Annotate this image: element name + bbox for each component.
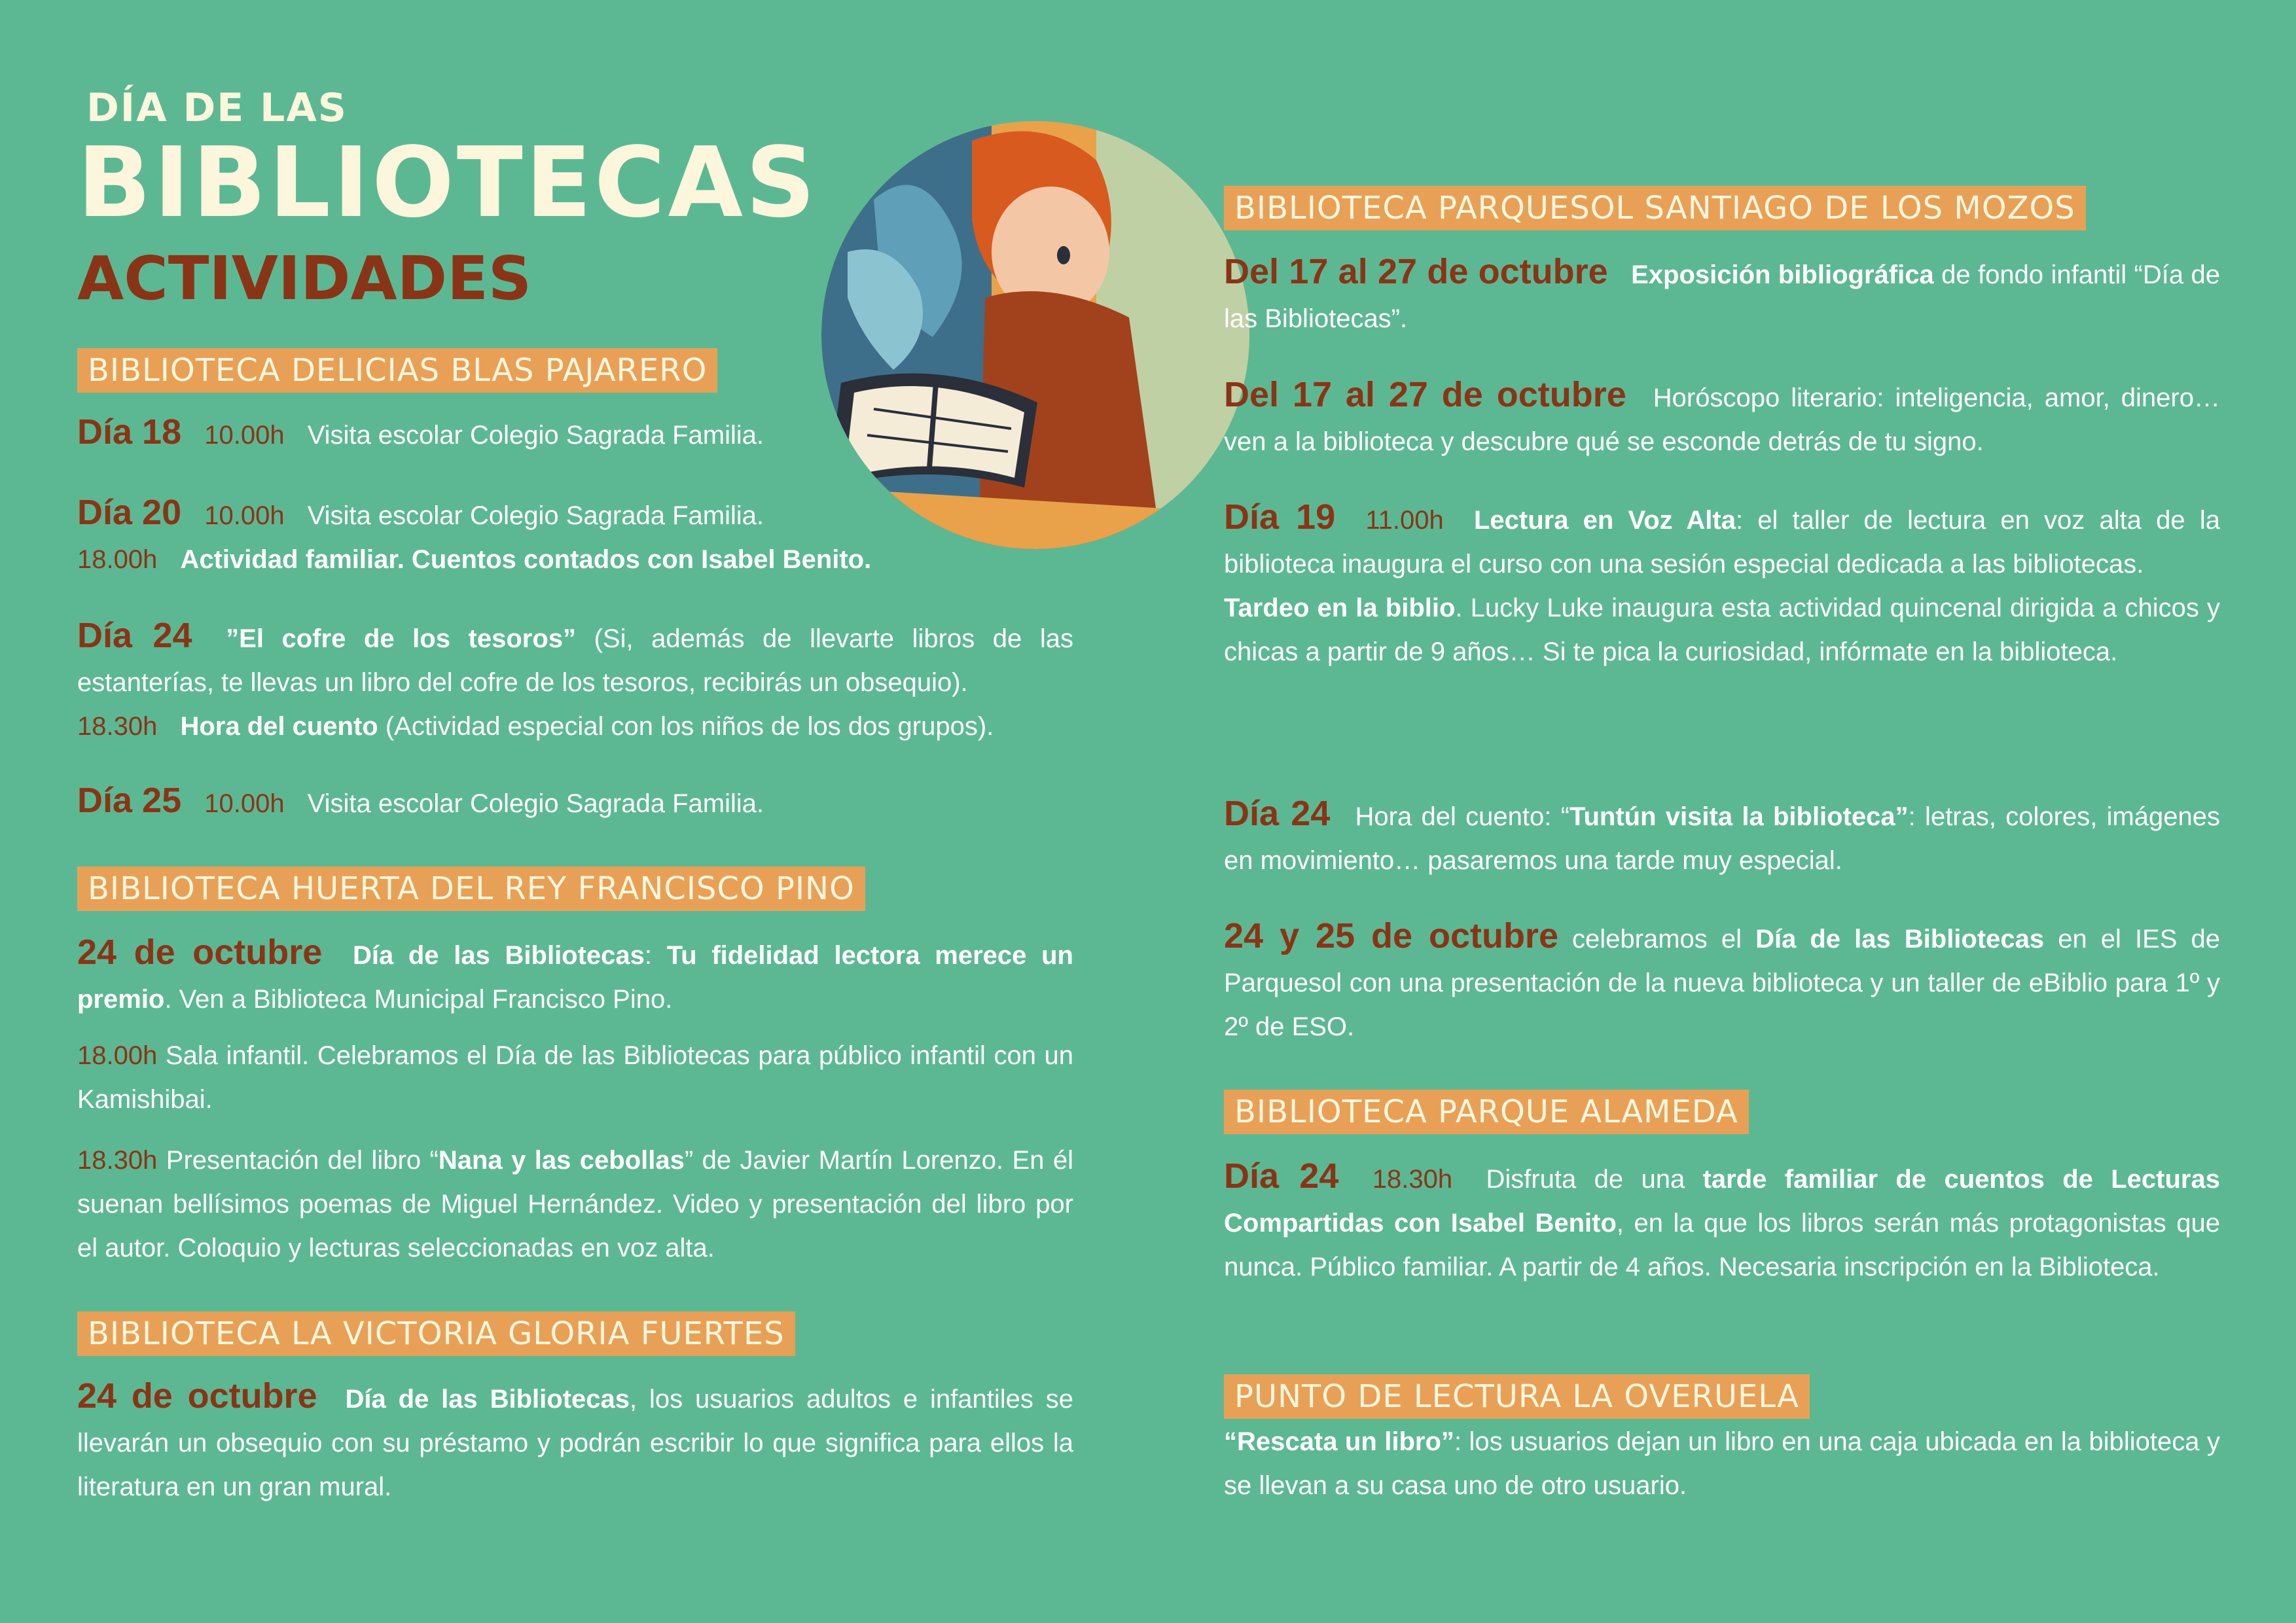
event-text: : letras, colores, imágenes en movimiento… pasaremos una tarde muy especial. bbox=[1224, 802, 2221, 875]
event-day: Día 18 bbox=[77, 412, 182, 452]
event-day: 24 de octubre bbox=[77, 933, 323, 972]
event-highlight: Tu fidelidad lectora merece un premio bbox=[77, 941, 1073, 1014]
event-day: Del 17 al 27 de octubre bbox=[1224, 375, 1626, 414]
event-text: Presentación del libro “ bbox=[166, 1146, 439, 1175]
event-text: de fondo infantil “Día de las Bibliotecas”. bbox=[1224, 260, 2220, 333]
event-highlight: tarde familiar de cuentos de Lecturas Compartidas con Isabel Benito bbox=[1224, 1165, 2220, 1238]
event-time: 10.00h bbox=[204, 789, 285, 818]
event-text: (Actividad especial con los niños de los dos grupos). bbox=[385, 712, 994, 741]
event-text: , los usuarios adultos e infantiles se llevarán un obsequio con su préstamo y podrán escribir lo que significa para ellos la literatura en un gran mural. bbox=[77, 1385, 1073, 1501]
event-delicias-20 bbox=[77, 491, 1073, 582]
event-alameda-24 bbox=[1224, 1154, 2220, 1289]
event-highlight: Día de las Bibliotecas bbox=[352, 941, 645, 970]
poster-subtitle: DÍA DE LAS bbox=[86, 85, 348, 131]
event-huerta-24 bbox=[77, 931, 1073, 1022]
poster-title: BIBLIOTECAS bbox=[77, 126, 818, 239]
event-text: Visita escolar Colegio Sagrada Familia. bbox=[307, 421, 764, 450]
event-time: 10.00h bbox=[204, 421, 285, 450]
event-text: : el taller de lectura en voz alta de la biblioteca inaugura el curso con una sesión especial dedicada a las bibliotecas. bbox=[1224, 506, 2220, 579]
event-delicias-25 bbox=[77, 779, 1073, 826]
event-text: Disfruta de una bbox=[1486, 1165, 1685, 1194]
header-overuela: PUNTO DE LECTURA LA OVERUELA bbox=[1224, 1374, 1810, 1419]
event-text: . Lucky Luke inaugura esta actividad quincenal dirigida a chicos y chicas a partir de 9 años… Si te pica la curiosidad, infórmate en la biblioteca. bbox=[1224, 594, 2220, 666]
event-parquesol-24-25 bbox=[1224, 914, 2220, 1049]
event-day: Día 25 bbox=[77, 781, 182, 820]
header-huerta: BIBLIOTECA HUERTA DEL REY FRANCISCO PINO bbox=[77, 866, 865, 911]
event-text: (Si, además de llevarte libros de las estanterías, te llevas un libro del cofre de los tesoros, recibirás un obsequio). bbox=[77, 624, 1073, 697]
event-highlight: Exposición bibliográfica bbox=[1631, 260, 1934, 289]
event-text: Visita escolar Colegio Sagrada Familia. bbox=[307, 501, 764, 530]
event-highlight: Día de las Bibliotecas bbox=[345, 1385, 630, 1414]
event-highlight: Día de las Bibliotecas bbox=[1755, 925, 2045, 954]
event-text: Hora del cuento: “ bbox=[1355, 802, 1570, 831]
event-parquesol-19 bbox=[1224, 495, 2220, 674]
event-day: Del 17 al 27 de octubre bbox=[1224, 252, 1608, 291]
event-text: . Ven a Biblioteca Municipal Francisco Pino. bbox=[164, 985, 673, 1014]
event-huerta-1800 bbox=[77, 1034, 1073, 1122]
event-text: Visita escolar Colegio Sagrada Familia. bbox=[307, 789, 764, 818]
event-highlight: Lectura en Voz Alta bbox=[1473, 506, 1736, 535]
event-text: , en la que los libros serán más protagonistas que nunca. Público familiar. A partir de 4 años. Necesaria inscripción en la Biblioteca. bbox=[1224, 1209, 2221, 1281]
event-highlight: Tardeo en la biblio bbox=[1224, 594, 1456, 622]
event-day: 24 y 25 de octubre bbox=[1224, 916, 1558, 955]
event-text: : bbox=[644, 941, 653, 970]
event-text: Sala infantil. Celebramos el Día de las Bibliotecas para público infantil con un Kamishibai. bbox=[77, 1041, 1073, 1114]
event-parquesol-expo bbox=[1224, 250, 2220, 341]
event-day: Día 19 bbox=[1224, 497, 1336, 537]
event-huerta-1830 bbox=[77, 1139, 1073, 1270]
header-alameda: BIBLIOTECA PARQUE ALAMEDA bbox=[1224, 1090, 1749, 1134]
event-time: 18.00h bbox=[77, 545, 158, 574]
event-parquesol-horoscopo bbox=[1224, 373, 2220, 464]
event-day: Día 24 bbox=[1224, 1156, 1339, 1196]
event-parquesol-24 bbox=[1224, 792, 2220, 883]
event-time: 18.30h bbox=[77, 712, 158, 741]
event-time: 10.00h bbox=[204, 501, 285, 530]
event-overuela bbox=[1224, 1420, 2220, 1508]
event-time: 18.00h bbox=[77, 1041, 158, 1070]
event-victoria-24 bbox=[77, 1374, 1073, 1509]
event-day: 24 de octubre bbox=[77, 1376, 317, 1416]
event-text: Horóscopo literario: inteligencia, amor, dinero… ven a la biblioteca y descubre qué se esconde detrás de tu signo. bbox=[1224, 383, 2220, 456]
event-highlight: “Rescata un libro” bbox=[1224, 1427, 1454, 1456]
event-highlight: Hora del cuento bbox=[180, 712, 378, 741]
event-time: 11.00h bbox=[1365, 506, 1444, 535]
event-highlight: Actividad familiar. Cuentos contados con Isabel Benito. bbox=[180, 545, 872, 574]
header-delicias: BIBLIOTECA DELICIAS BLAS PAJARERO bbox=[77, 348, 717, 393]
event-highlight: ”El cofre de los tesoros” bbox=[226, 624, 577, 653]
event-text: ” de Javier Martín Lorenzo. En él suenan bellísimos poemas de Miguel Hernández. Video y presentación del libro por el autor. Coloquio y lecturas seleccionadas en voz alta. bbox=[77, 1146, 1074, 1262]
event-time: 18.30h bbox=[1372, 1165, 1453, 1194]
event-text: celebramos el bbox=[1572, 925, 1742, 954]
event-day: Día 24 bbox=[1224, 794, 1331, 833]
event-highlight: Nana y las cebollas bbox=[438, 1146, 685, 1175]
event-text: en el IES de Parquesol con una presentación de la nueva biblioteca y un taller de eBiblio para 1º y 2º de ESO. bbox=[1224, 925, 2220, 1041]
event-day: Día 20 bbox=[77, 493, 182, 532]
event-time: 18.30h bbox=[77, 1146, 158, 1175]
activities-heading: ACTIVIDADES bbox=[77, 243, 532, 313]
event-day: Día 24 bbox=[77, 616, 192, 655]
event-delicias-18 bbox=[77, 410, 1073, 457]
event-highlight: Tuntún visita la biblioteca” bbox=[1569, 802, 1909, 831]
event-text: : los usuarios dejan un libro en una caja ubicada en la biblioteca y se llevan a su casa uno de otro usuario. bbox=[1224, 1427, 2220, 1500]
event-delicias-24 bbox=[77, 614, 1073, 749]
reading-child-illustration-icon bbox=[821, 121, 1250, 550]
header-parquesol: BIBLIOTECA PARQUESOL SANTIAGO DE LOS MOZOS bbox=[1224, 186, 2086, 230]
header-victoria: BIBLIOTECA LA VICTORIA GLORIA FUERTES bbox=[77, 1311, 795, 1356]
